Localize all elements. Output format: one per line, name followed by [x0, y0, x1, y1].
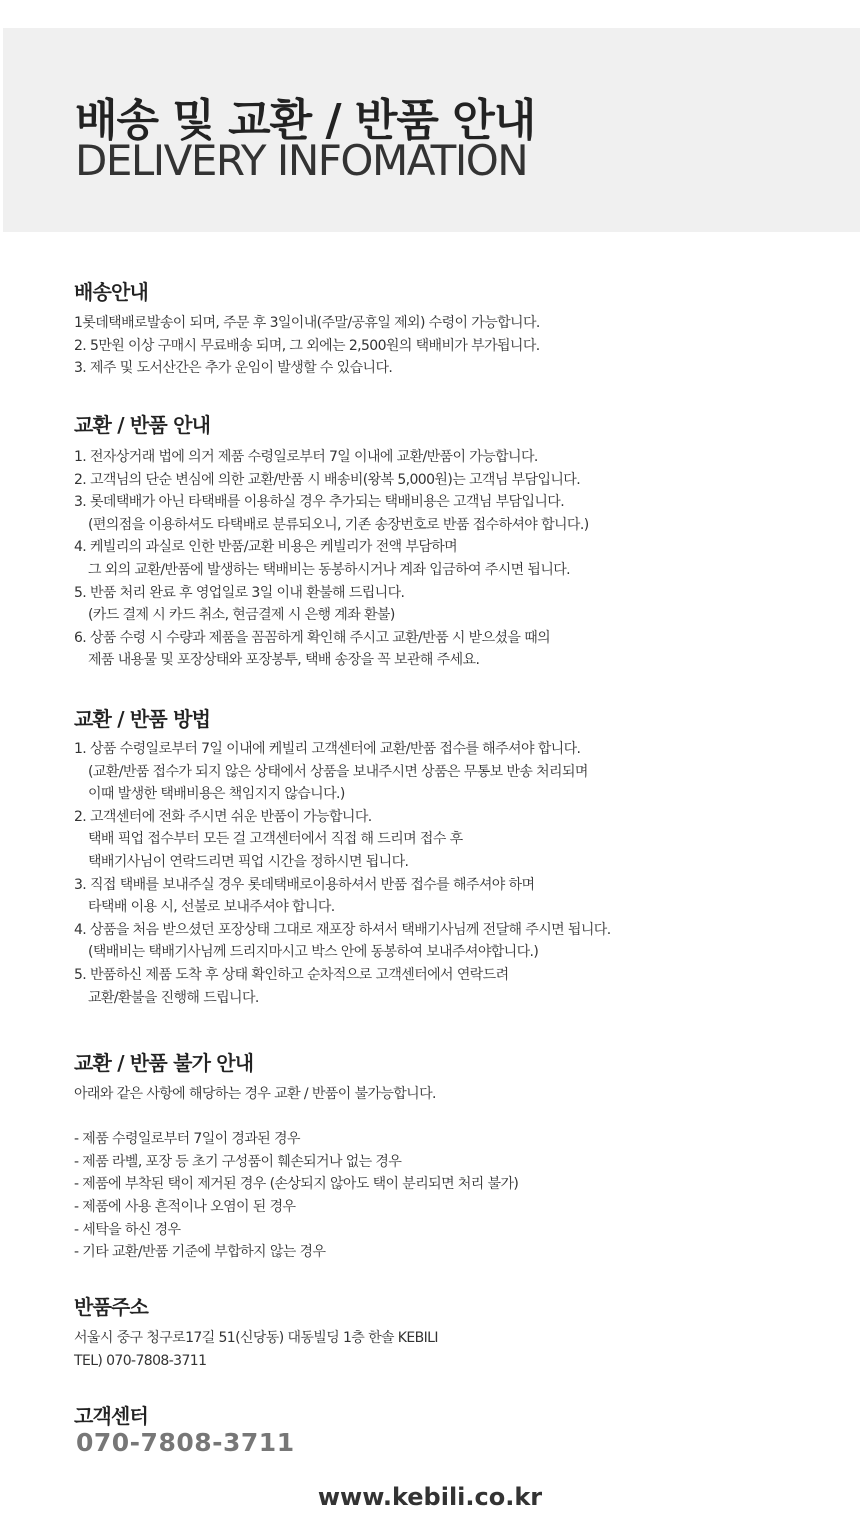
list-item: - 제품에 부착된 택이 제거된 경우 (손상되지 않아도 택이 분리되면 처리 불가)	[74, 1176, 519, 1193]
list-item: 2. 5만원 이상 구매시 무료배송 되며, 그 외에는 2,500원의 택배비가 부가됩니다.	[74, 337, 540, 354]
list-item: 교환/환불을 진행해 드립니다.	[88, 989, 259, 1006]
list-item: 1. 전자상거래 법에 의거 제품 수령일로부터 7일 이내에 교환/반품이 가능합니다.	[74, 449, 538, 465]
website-url: www.kebili.co.kr	[317, 1483, 543, 1511]
page-title: 배송 및 교환 / 반품 안내	[75, 95, 536, 146]
list-item: - 세탁을 하신 경우	[74, 1221, 181, 1238]
list-item: 5. 반품하신 제품 도착 후 상태 확인하고 순차적으로 고객센터에서 연락드려	[74, 966, 509, 983]
list-item: (택배비는 택배기사님께 드리지마시고 박스 안에 동봉하여 보내주셔야합니다.)	[88, 944, 539, 961]
section-title-delivery: 배송안내	[74, 280, 149, 304]
list-item: 2. 고객센터에 전화 주시면 쉬운 반품이 가능합니다.	[74, 808, 372, 825]
delivery-info-list	[74, 312, 540, 380]
return-address: 서울시 중구 청구로17길 51(신당동) 대동빌딩 1층 한솔 KEBILI	[74, 1330, 438, 1346]
list-item: (카드 결제 시 카드 취소, 현금결제 시 은행 계좌 환불)	[88, 607, 395, 624]
return-phone: TEL) 070-7808-3711	[74, 1352, 207, 1369]
list-item: 이때 발생한 택배비용은 책임지지 않습니다.)	[88, 786, 345, 803]
spacer	[74, 1106, 518, 1129]
list-item: 3. 직접 택배를 보내주실 경우 롯데택배로이용하셔서 반품 접수를 해주셔야 하며	[74, 876, 535, 893]
list-item: 4. 케빌리의 과실로 인한 반품/교환 비용은 케빌리가 전액 부담하며	[74, 539, 458, 556]
list-item: 1롯데택배로발송이 되며, 주문 후 3일이내(주말/공휴일 제외) 수령이 가능합니다.	[74, 315, 540, 331]
list-item: - 기타 교환/반품 기준에 부합하지 않는 경우	[74, 1244, 326, 1261]
section-title-return-address: 반품주소	[74, 1295, 149, 1319]
customer-center-phone: 070-7808-3711	[76, 1428, 295, 1457]
list-item: 1. 상품 수령일로부터 7일 이내에 케빌리 고객센터에 교환/반품 접수를 해주셔야 합니다.	[74, 741, 581, 757]
list-item: 택배 픽업 접수부터 모든 걸 고객센터에서 직접 해 드리며 접수 후	[88, 831, 463, 848]
list-item: (교환/반품 접수가 되지 않은 상태에서 상품을 보내주시면 상품은 무통보 반송 처리되며	[88, 763, 588, 780]
section-title-customer-center: 고객센터	[74, 1404, 149, 1428]
section-title-no-return: 교환 / 반품 불가 안내	[74, 1051, 254, 1075]
list-item: 3. 제주 및 도서산간은 추가 운임이 발생할 수 있습니다.	[74, 360, 393, 377]
list-item: 아래와 같은 사항에 해당하는 경우 교환 / 반품이 불가능합니다.	[74, 1086, 436, 1102]
list-item: - 제품에 사용 흔적이나 오염이 된 경우	[74, 1198, 296, 1215]
return-info-list	[74, 446, 589, 672]
list-item: 제품 내용물 및 포장상태와 포장봉투, 택배 송장을 꼭 보관해 주세요.	[88, 652, 480, 669]
page-subtitle: DELIVERY INFOMATION	[75, 136, 528, 185]
list-item: 4. 상품을 처음 받으셨던 포장상태 그대로 재포장 하셔서 택배기사님께 전달해 주시면 됩니다.	[74, 921, 611, 938]
list-item: 5. 반품 처리 완료 후 영업일로 3일 이내 환불해 드립니다.	[74, 584, 405, 601]
return-method-list	[74, 738, 611, 1009]
list-item: (편의점을 이용하셔도 타택배로 분류되오니, 기존 송장번호로 반품 접수하셔야 합니다.)	[88, 516, 589, 533]
section-title-return-info: 교환 / 반품 안내	[74, 413, 211, 437]
list-item: - 제품 수령일로부터 7일이 경과된 경우	[74, 1131, 300, 1148]
section-title-return-method: 교환 / 반품 방법	[74, 707, 211, 731]
return-address-list	[74, 1327, 438, 1372]
list-item: 3. 롯데택배가 아닌 타택배를 이용하실 경우 추가되는 택배비용은 고객님 부담입니다.	[74, 494, 565, 511]
list-item: 타택배 이용 시, 선불로 보내주셔야 합니다.	[88, 899, 335, 916]
list-item: 6. 상품 수령 시 수량과 제품을 꼼꼼하게 확인해 주시고 교환/반품 시 받으셨을 때의	[74, 629, 551, 646]
list-item: 택배기사님이 연락드리면 픽업 시간을 정하시면 됩니다.	[88, 853, 409, 870]
no-return-list	[74, 1083, 518, 1264]
list-item: - 제품 라벨, 포장 등 초기 구성품이 훼손되거나 없는 경우	[74, 1153, 402, 1170]
list-item: 2. 고객님의 단순 변심에 의한 교환/반품 시 배송비(왕복 5,000원)는 고객님 부담입니다.	[74, 471, 581, 488]
header-banner	[3, 28, 860, 232]
list-item: 그 외의 교환/반품에 발생하는 택배비는 동봉하시거나 계좌 입금하여 주시면 됩니다.	[88, 561, 571, 578]
